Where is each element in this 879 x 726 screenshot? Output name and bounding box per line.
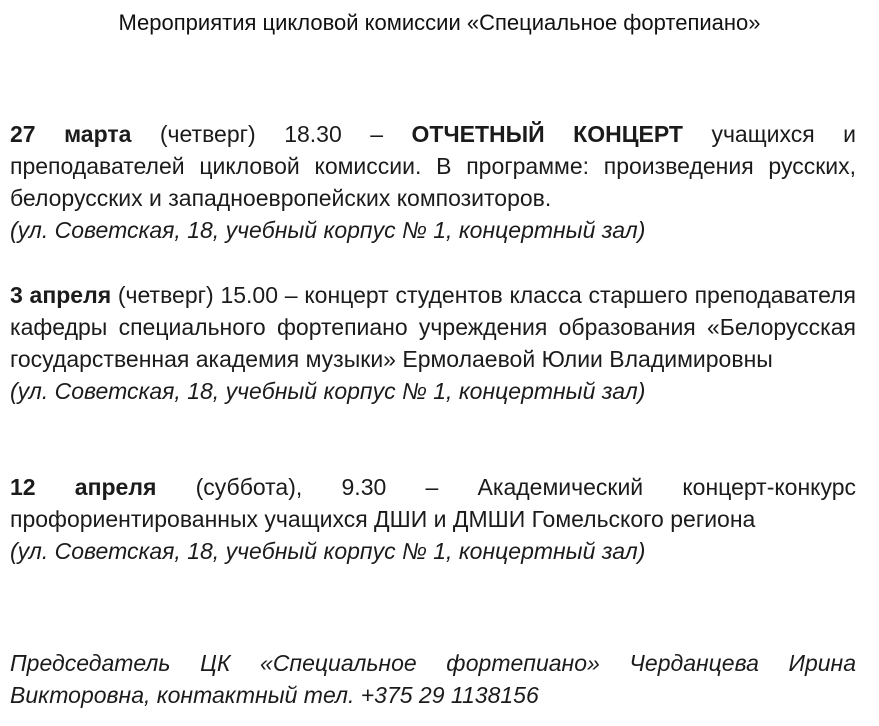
event-item	[10, 279, 856, 407]
event-description: учащихся и преподавателей цикловой комиссии. В программе: произведения русских, белорусских и западноевропейских композиторов.	[10, 121, 857, 211]
event-address: (ул. Советская, 18, учебный корпус № 1, концертный зал)	[10, 538, 646, 564]
event-item	[10, 118, 856, 246]
event-weekday: (четверг)	[117, 282, 214, 308]
event-date: 12 апреля	[10, 474, 157, 500]
event-time: 9.30 –	[341, 474, 439, 500]
contact-footer: Председатель ЦК «Специальное фортепиано» Черданцева Ирина Викторовна, контактный тел. +375 29 1138156	[10, 650, 856, 708]
event-time: 18.30 –	[284, 121, 384, 147]
event-paragraph	[10, 279, 856, 375]
event-date: 3 апреля	[10, 282, 112, 308]
event-address: (ул. Советская, 18, учебный корпус № 1, концертный зал)	[10, 217, 646, 243]
event-time: 15.00 –	[220, 282, 298, 308]
event-description: концерт студентов класса старшего преподавателя кафедры специального фортепиано учреждения образования «Белорусская государственная академия музыки» Ермолаевой Юлии Владимировны	[10, 282, 856, 372]
event-weekday: (суббота),	[195, 474, 303, 500]
event-headline: ОТЧЕТНЫЙ КОНЦЕРТ	[411, 121, 683, 147]
event-weekday: (четверг)	[159, 121, 256, 147]
event-description: Академический концерт-конкурс профориентированных учащихся ДШИ и ДМШИ Гомельского региона	[10, 474, 857, 532]
event-paragraph	[10, 118, 856, 214]
page-title: Мероприятия цикловой комиссии «Специальное фортепиано»	[118, 10, 761, 35]
event-address: (ул. Советская, 18, учебный корпус № 1, концертный зал)	[10, 378, 646, 404]
event-paragraph	[10, 471, 856, 535]
event-date: 27 марта	[10, 121, 132, 147]
event-item	[10, 471, 856, 567]
